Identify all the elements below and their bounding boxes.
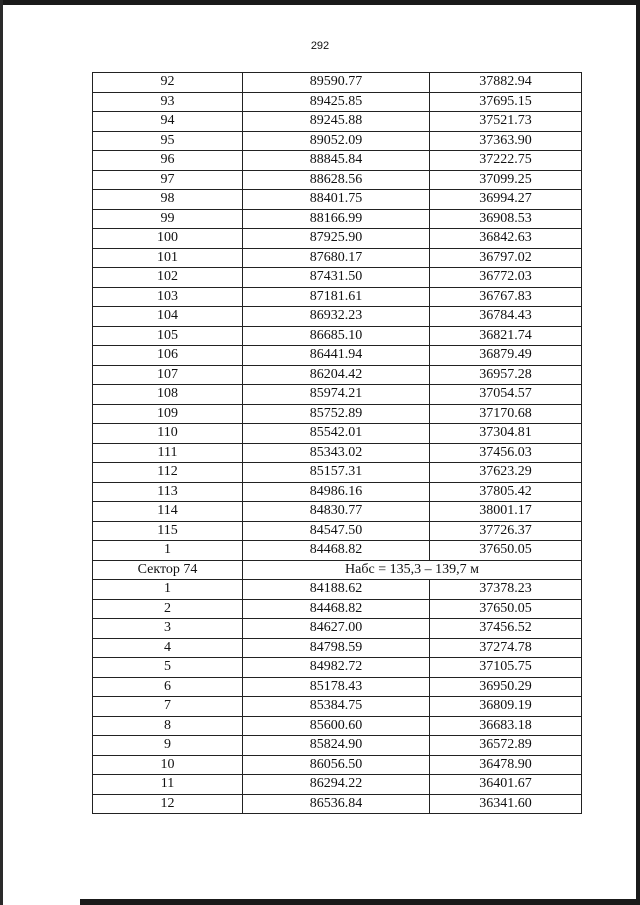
table-row bbox=[93, 775, 582, 795]
y-coordinate-cell: 36821.74 bbox=[430, 326, 582, 346]
point-number-cell: 4 bbox=[93, 638, 243, 658]
y-coordinate-cell: 36767.83 bbox=[430, 287, 582, 307]
point-number-cell: 1 bbox=[93, 580, 243, 600]
table-row bbox=[93, 73, 582, 93]
y-coordinate-cell: 36478.90 bbox=[430, 755, 582, 775]
page-number: 292 bbox=[310, 40, 330, 52]
table-row bbox=[93, 443, 582, 463]
x-coordinate-cell: 84798.59 bbox=[243, 638, 430, 658]
x-coordinate-cell: 84468.82 bbox=[243, 599, 430, 619]
table-row bbox=[93, 599, 582, 619]
point-number-cell: 114 bbox=[93, 502, 243, 522]
x-coordinate-cell: 87431.50 bbox=[243, 268, 430, 288]
y-coordinate-cell: 36784.43 bbox=[430, 307, 582, 327]
x-coordinate-cell: 85974.21 bbox=[243, 385, 430, 405]
x-coordinate-cell: 86441.94 bbox=[243, 346, 430, 366]
table-row bbox=[93, 287, 582, 307]
point-number-cell: 115 bbox=[93, 521, 243, 541]
y-coordinate-cell: 36957.28 bbox=[430, 365, 582, 385]
y-coordinate-cell: 37099.25 bbox=[430, 170, 582, 190]
scan-edge-bottom bbox=[80, 899, 640, 905]
point-number-cell: 104 bbox=[93, 307, 243, 327]
table-row bbox=[93, 521, 582, 541]
point-number-cell: 113 bbox=[93, 482, 243, 502]
point-number-cell: 111 bbox=[93, 443, 243, 463]
point-number-cell: 103 bbox=[93, 287, 243, 307]
scan-edge-left bbox=[0, 0, 3, 905]
point-number-cell: 6 bbox=[93, 677, 243, 697]
x-coordinate-cell: 86536.84 bbox=[243, 794, 430, 814]
y-coordinate-cell: 36842.63 bbox=[430, 229, 582, 249]
point-number-cell: 94 bbox=[93, 112, 243, 132]
y-coordinate-cell: 36683.18 bbox=[430, 716, 582, 736]
point-number-cell: 1 bbox=[93, 541, 243, 561]
x-coordinate-cell: 86932.23 bbox=[243, 307, 430, 327]
table-row bbox=[93, 170, 582, 190]
x-coordinate-cell: 85542.01 bbox=[243, 424, 430, 444]
point-number-cell: 110 bbox=[93, 424, 243, 444]
table-row bbox=[93, 404, 582, 424]
x-coordinate-cell: 89590.77 bbox=[243, 73, 430, 93]
x-coordinate-cell: 88166.99 bbox=[243, 209, 430, 229]
table-row bbox=[93, 268, 582, 288]
sector-header-row bbox=[93, 560, 582, 580]
point-number-cell: 100 bbox=[93, 229, 243, 249]
x-coordinate-cell: 85178.43 bbox=[243, 677, 430, 697]
table-row bbox=[93, 346, 582, 366]
point-number-cell: 2 bbox=[93, 599, 243, 619]
table-row bbox=[93, 92, 582, 112]
table-row bbox=[93, 502, 582, 522]
y-coordinate-cell: 37521.73 bbox=[430, 112, 582, 132]
point-number-cell: 108 bbox=[93, 385, 243, 405]
x-coordinate-cell: 88628.56 bbox=[243, 170, 430, 190]
y-coordinate-cell: 37456.03 bbox=[430, 443, 582, 463]
table-row bbox=[93, 385, 582, 405]
coordinates-table-body bbox=[93, 73, 582, 814]
point-number-cell: 101 bbox=[93, 248, 243, 268]
y-coordinate-cell: 37304.81 bbox=[430, 424, 582, 444]
point-number-cell: 10 bbox=[93, 755, 243, 775]
coordinates-table bbox=[92, 72, 582, 814]
x-coordinate-cell: 84468.82 bbox=[243, 541, 430, 561]
y-coordinate-cell: 37363.90 bbox=[430, 131, 582, 151]
x-coordinate-cell: 86294.22 bbox=[243, 775, 430, 795]
x-coordinate-cell: 86685.10 bbox=[243, 326, 430, 346]
table-row bbox=[93, 580, 582, 600]
table-row bbox=[93, 131, 582, 151]
y-coordinate-cell: 37805.42 bbox=[430, 482, 582, 502]
table-row bbox=[93, 716, 582, 736]
x-coordinate-cell: 88845.84 bbox=[243, 151, 430, 171]
sector-height-note: Набс = 135,3 – 139,7 м bbox=[243, 560, 582, 580]
table-row bbox=[93, 755, 582, 775]
point-number-cell: 95 bbox=[93, 131, 243, 151]
table-row bbox=[93, 482, 582, 502]
point-number-cell: 12 bbox=[93, 794, 243, 814]
x-coordinate-cell: 84986.16 bbox=[243, 482, 430, 502]
table-row bbox=[93, 190, 582, 210]
table-row bbox=[93, 307, 582, 327]
table-row bbox=[93, 209, 582, 229]
table-row bbox=[93, 112, 582, 132]
scan-edge-top bbox=[0, 0, 640, 5]
point-number-cell: 96 bbox=[93, 151, 243, 171]
y-coordinate-cell: 37274.78 bbox=[430, 638, 582, 658]
y-coordinate-cell: 36879.49 bbox=[430, 346, 582, 366]
point-number-cell: 8 bbox=[93, 716, 243, 736]
x-coordinate-cell: 87680.17 bbox=[243, 248, 430, 268]
y-coordinate-cell: 36772.03 bbox=[430, 268, 582, 288]
point-number-cell: 109 bbox=[93, 404, 243, 424]
point-number-cell: 107 bbox=[93, 365, 243, 385]
x-coordinate-cell: 89425.85 bbox=[243, 92, 430, 112]
x-coordinate-cell: 85157.31 bbox=[243, 463, 430, 483]
y-coordinate-cell: 36341.60 bbox=[430, 794, 582, 814]
point-number-cell: 7 bbox=[93, 697, 243, 717]
x-coordinate-cell: 84982.72 bbox=[243, 658, 430, 678]
point-number-cell: 99 bbox=[93, 209, 243, 229]
scan-edge-right bbox=[636, 0, 640, 905]
x-coordinate-cell: 87181.61 bbox=[243, 287, 430, 307]
x-coordinate-cell: 85752.89 bbox=[243, 404, 430, 424]
y-coordinate-cell: 38001.17 bbox=[430, 502, 582, 522]
table-row bbox=[93, 229, 582, 249]
table-row bbox=[93, 658, 582, 678]
point-number-cell: 3 bbox=[93, 619, 243, 639]
table-row bbox=[93, 677, 582, 697]
table-row bbox=[93, 638, 582, 658]
table-row bbox=[93, 736, 582, 756]
x-coordinate-cell: 85824.90 bbox=[243, 736, 430, 756]
x-coordinate-cell: 84830.77 bbox=[243, 502, 430, 522]
x-coordinate-cell: 89245.88 bbox=[243, 112, 430, 132]
table-row bbox=[93, 463, 582, 483]
y-coordinate-cell: 37222.75 bbox=[430, 151, 582, 171]
x-coordinate-cell: 85600.60 bbox=[243, 716, 430, 736]
y-coordinate-cell: 37378.23 bbox=[430, 580, 582, 600]
point-number-cell: 11 bbox=[93, 775, 243, 795]
point-number-cell: 5 bbox=[93, 658, 243, 678]
y-coordinate-cell: 37623.29 bbox=[430, 463, 582, 483]
y-coordinate-cell: 36809.19 bbox=[430, 697, 582, 717]
point-number-cell: 93 bbox=[93, 92, 243, 112]
x-coordinate-cell: 87925.90 bbox=[243, 229, 430, 249]
table-row bbox=[93, 697, 582, 717]
x-coordinate-cell: 88401.75 bbox=[243, 190, 430, 210]
point-number-cell: 92 bbox=[93, 73, 243, 93]
y-coordinate-cell: 36572.89 bbox=[430, 736, 582, 756]
y-coordinate-cell: 37695.15 bbox=[430, 92, 582, 112]
table-row bbox=[93, 151, 582, 171]
y-coordinate-cell: 37105.75 bbox=[430, 658, 582, 678]
x-coordinate-cell: 85384.75 bbox=[243, 697, 430, 717]
point-number-cell: 112 bbox=[93, 463, 243, 483]
x-coordinate-cell: 86204.42 bbox=[243, 365, 430, 385]
y-coordinate-cell: 36797.02 bbox=[430, 248, 582, 268]
x-coordinate-cell: 86056.50 bbox=[243, 755, 430, 775]
table-row bbox=[93, 326, 582, 346]
y-coordinate-cell: 36401.67 bbox=[430, 775, 582, 795]
sector-label: Сектор 74 bbox=[93, 560, 243, 580]
point-number-cell: 102 bbox=[93, 268, 243, 288]
x-coordinate-cell: 85343.02 bbox=[243, 443, 430, 463]
y-coordinate-cell: 37456.52 bbox=[430, 619, 582, 639]
table-row bbox=[93, 365, 582, 385]
y-coordinate-cell: 37170.68 bbox=[430, 404, 582, 424]
point-number-cell: 106 bbox=[93, 346, 243, 366]
x-coordinate-cell: 84627.00 bbox=[243, 619, 430, 639]
table-row bbox=[93, 424, 582, 444]
point-number-cell: 97 bbox=[93, 170, 243, 190]
y-coordinate-cell: 37882.94 bbox=[430, 73, 582, 93]
point-number-cell: 9 bbox=[93, 736, 243, 756]
x-coordinate-cell: 84547.50 bbox=[243, 521, 430, 541]
point-number-cell: 105 bbox=[93, 326, 243, 346]
y-coordinate-cell: 37054.57 bbox=[430, 385, 582, 405]
y-coordinate-cell: 36908.53 bbox=[430, 209, 582, 229]
x-coordinate-cell: 84188.62 bbox=[243, 580, 430, 600]
table-row bbox=[93, 794, 582, 814]
y-coordinate-cell: 37650.05 bbox=[430, 541, 582, 561]
point-number-cell: 98 bbox=[93, 190, 243, 210]
table-row bbox=[93, 541, 582, 561]
table-row bbox=[93, 619, 582, 639]
table-row bbox=[93, 248, 582, 268]
x-coordinate-cell: 89052.09 bbox=[243, 131, 430, 151]
y-coordinate-cell: 36994.27 bbox=[430, 190, 582, 210]
y-coordinate-cell: 37650.05 bbox=[430, 599, 582, 619]
y-coordinate-cell: 37726.37 bbox=[430, 521, 582, 541]
y-coordinate-cell: 36950.29 bbox=[430, 677, 582, 697]
